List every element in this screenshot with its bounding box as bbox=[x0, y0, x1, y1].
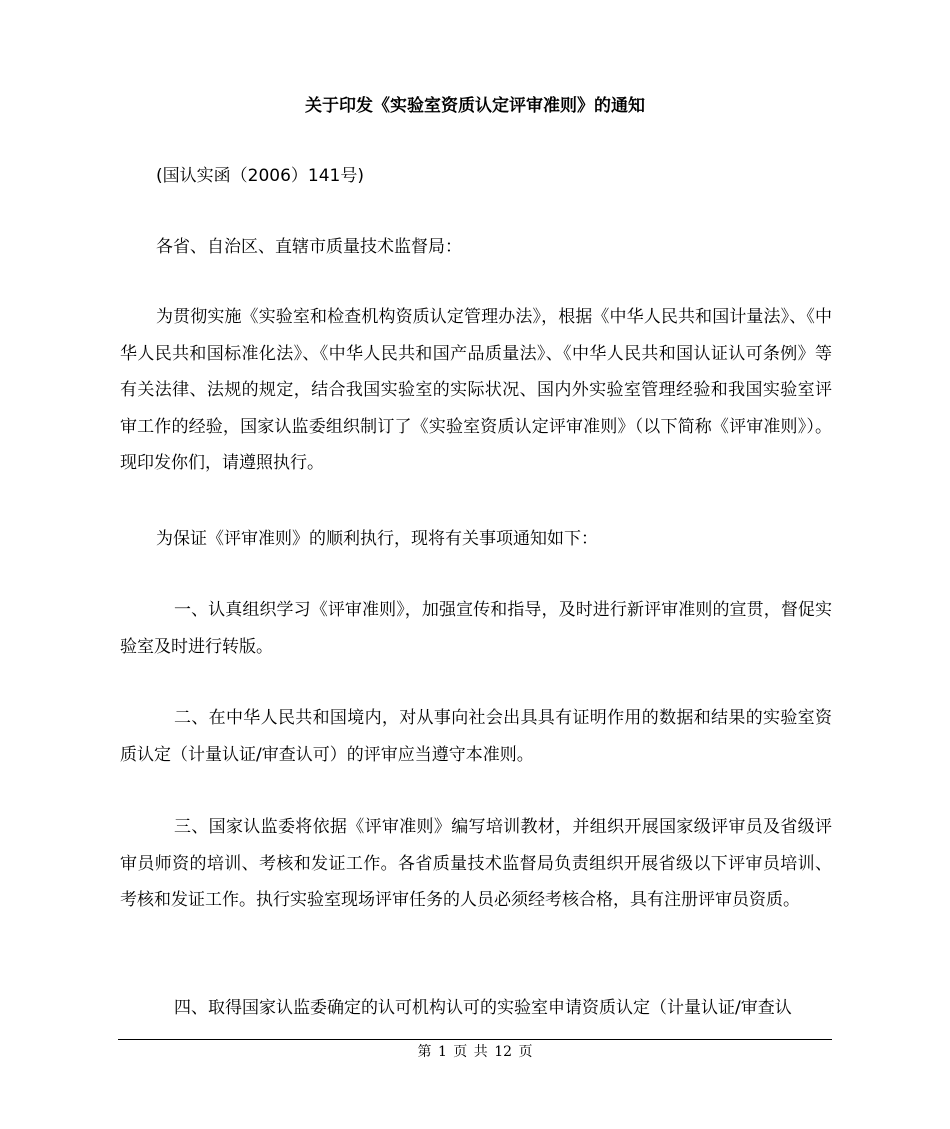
footer-divider bbox=[118, 1039, 832, 1040]
salutation: 各省、自治区、直辖市质量技术监督局： bbox=[156, 237, 462, 257]
page-number: 第 1 页 共 12 页 bbox=[417, 1044, 533, 1060]
body-paragraph-item-2: 二、在中华人民共和国境内，对从事向社会出具具有证明作用的数据和结果的实验室资质认定（计量认证/审查认可）的评审应当遵守本准则。 bbox=[120, 708, 832, 765]
document-number: (国认实函（2006）141号) bbox=[156, 166, 364, 186]
body-paragraph-intro: 为贯彻实施《实验室和检查机构资质认定管理办法》，根据《中华人民共和国计量法》、《中华人民共和国标准化法》、《中华人民共和国产品质量法》、《中华人民共和国认证认可条例》等有关法律、法规的规定，结合我国实验室的实际状况、国内外实验室管理经验和我国实验室评审工作的经验，国家认监委组织制订了《实验室资质认定评审准则》（以下简称《评审准则》）。现印发你们，请遵照执行。 bbox=[120, 307, 832, 473]
document-title: 关于印发《实验室资质认定评审准则》的通知 bbox=[305, 96, 645, 116]
body-paragraph-notice: 为保证《评审准则》的顺利执行，现将有关事项通知如下： bbox=[156, 529, 598, 549]
body-paragraph-item-1: 一、认真组织学习《评审准则》，加强宣传和指导，及时进行新评审准则的宣贯，督促实验室及时进行转版。 bbox=[120, 600, 832, 657]
body-paragraph-item-4: 四、取得国家认监委确定的认可机构认可的实验室申请资质认定（计量认证/审查认 bbox=[174, 998, 792, 1018]
body-paragraph-item-3: 三、国家认监委将依据《评审准则》编写培训教材，并组织开展国家级评审员及省级评审员师资的培训、考核和发证工作。各省质量技术监督局负责组织开展省级以下评审员培训、考核和发证工作。执行实验室现场评审任务的人员必须经考核合格，具有注册评审员资质。 bbox=[120, 817, 832, 910]
